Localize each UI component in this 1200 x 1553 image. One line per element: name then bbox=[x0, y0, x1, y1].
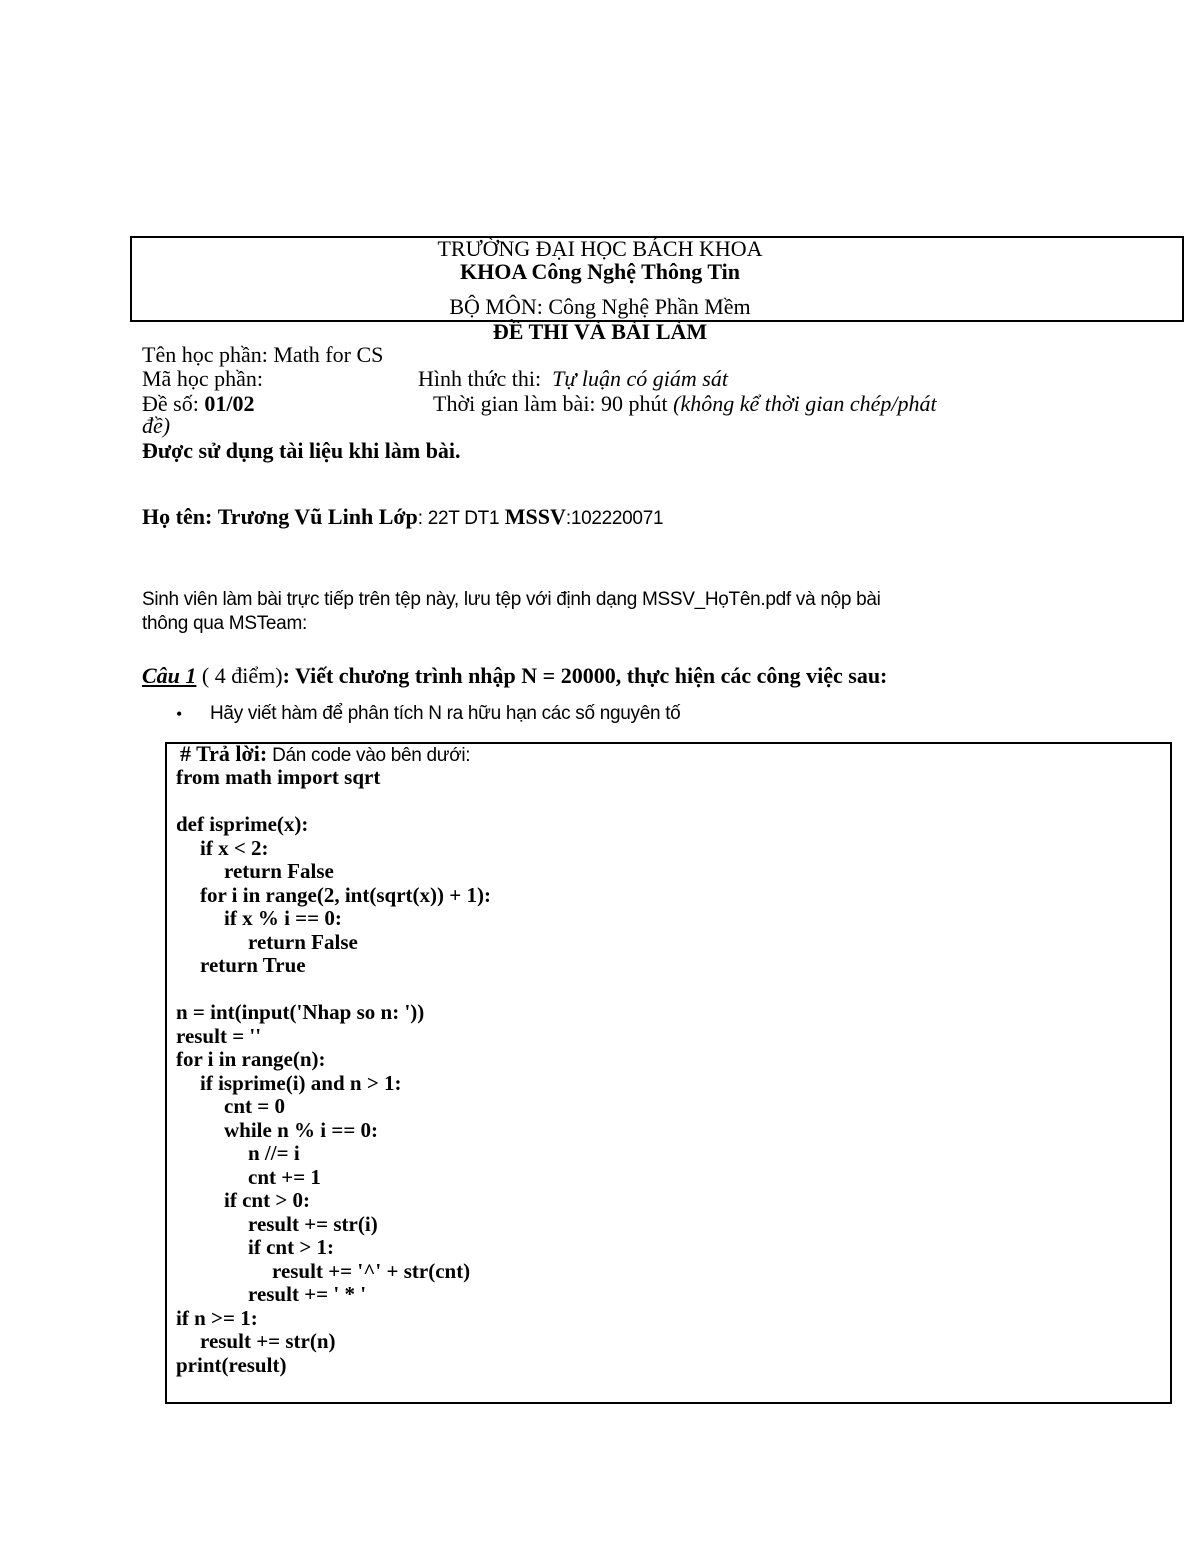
code-line: if cnt > 1: bbox=[248, 1235, 335, 1259]
class-value: : 22T DT1 bbox=[417, 508, 500, 529]
code-block bbox=[176, 766, 491, 1377]
course-label: Tên học phần: bbox=[142, 342, 268, 367]
id-label: MSSV bbox=[504, 504, 566, 529]
university-name: TRƯỜNG ĐẠI HỌC BÁCH KHOA bbox=[437, 236, 763, 261]
code-line: for i in range(n): bbox=[176, 1047, 326, 1071]
code-line: return False bbox=[248, 929, 358, 954]
code-line: return True bbox=[200, 953, 306, 977]
student-line bbox=[142, 505, 663, 531]
question-1 bbox=[142, 664, 887, 688]
faculty-name: KHOA Công Nghệ Thông Tin bbox=[460, 259, 740, 284]
time-note: (không kể thời gian chép/phát bbox=[673, 391, 937, 416]
answer-hint: Dán code vào bên dưới: bbox=[267, 745, 471, 766]
name-label: Họ tên: bbox=[142, 504, 213, 529]
code-line: while n % i == 0: bbox=[224, 1117, 379, 1142]
code-label: Mã học phần: bbox=[142, 366, 263, 391]
question-label: Câu 1 bbox=[142, 663, 197, 688]
code-line: return False bbox=[224, 859, 334, 883]
format-line bbox=[418, 367, 728, 391]
code-line: if cnt > 0: bbox=[224, 1188, 311, 1212]
code-line bbox=[176, 978, 491, 1002]
format-value: Tự luận có giám sát bbox=[552, 366, 728, 391]
question-bullet: Hãy viết hàm để phân tích N ra hữu hạn các số nguyên tố bbox=[210, 703, 681, 724]
instruction-line-1: Sinh viên làm bài trực tiếp trên tệp này, lưu tệp với định dạng MSSV_HọTên.pdf và nộp bài bbox=[142, 589, 881, 610]
materials-note: Được sử dụng tài liệu khi làm bài. bbox=[142, 438, 461, 463]
code-line: def isprime(x): bbox=[176, 812, 309, 836]
time-label: Thời gian làm bài: bbox=[433, 391, 596, 416]
answer-label: # Trả lời: bbox=[180, 741, 268, 766]
department-name: BỘ MÔN: Công Nghệ Phần Mềm bbox=[449, 294, 751, 319]
code-line: if n >= 1: bbox=[176, 1305, 258, 1330]
code-line: result += '^' + str(cnt) bbox=[272, 1258, 471, 1283]
bullet-icon: • bbox=[176, 704, 183, 724]
course-line bbox=[142, 343, 383, 367]
code-line: if x % i == 0: bbox=[224, 906, 342, 930]
code-line: from math import sqrt bbox=[176, 765, 381, 789]
question-points: ( 4 điểm) bbox=[196, 663, 283, 688]
code-line: cnt = 0 bbox=[224, 1094, 285, 1118]
code-line: for i in range(2, int(sqrt(x)) + 1): bbox=[200, 882, 491, 907]
student-name: Trương Vũ Linh bbox=[217, 504, 374, 529]
code-line: if x < 2: bbox=[200, 835, 269, 860]
code-line: n = int(input('Nhap so n: ')) bbox=[176, 1000, 425, 1024]
code-line: cnt += 1 bbox=[248, 1164, 321, 1189]
code-line bbox=[176, 790, 491, 814]
code-line: result += str(n) bbox=[200, 1329, 336, 1353]
page-title: ĐỀ THI VÀ BÀI LÀM bbox=[492, 319, 708, 344]
student-id: :102220071 bbox=[565, 508, 664, 529]
code-line: n //= i bbox=[248, 1141, 300, 1165]
exam-no-value: 01/02 bbox=[204, 391, 255, 416]
code-line: if isprime(i) and n > 1: bbox=[200, 1070, 402, 1095]
code-line: result += ' * ' bbox=[248, 1282, 367, 1306]
question-text: : Viết chương trình nhập N = 20000, thực hiện các công việc sau: bbox=[282, 663, 888, 688]
exam-no-label: Đề số: bbox=[142, 391, 199, 416]
code-line: result += str(i) bbox=[248, 1211, 378, 1236]
instruction-line-2: thông qua MSTeam: bbox=[142, 613, 307, 634]
time-note-cont: đề) bbox=[142, 413, 171, 438]
code-line: result = '' bbox=[176, 1023, 262, 1048]
class-label: Lớp bbox=[378, 504, 418, 529]
format-label: Hình thức thi: bbox=[418, 366, 542, 391]
code-line: print(result) bbox=[176, 1352, 287, 1377]
time-value: 90 phút bbox=[601, 391, 668, 416]
course-value: Math for CS bbox=[273, 342, 384, 367]
time-line bbox=[433, 392, 937, 416]
